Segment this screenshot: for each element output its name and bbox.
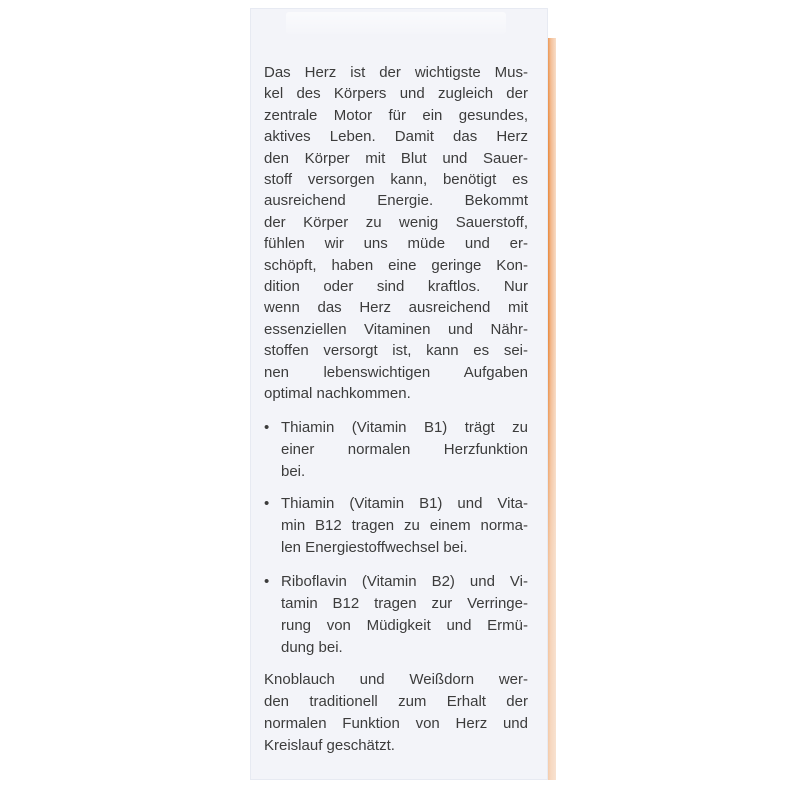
text-line: den Körper mit Blut und Sauer- xyxy=(264,149,528,167)
text-line: nen lebenswichtigen Aufgaben xyxy=(264,363,528,381)
text-line: rung von Müdigkeit und Ermü- xyxy=(281,617,528,634)
text-line: Das Herz ist der wichtigste Mus- xyxy=(264,64,528,81)
text-line: kel des Körpers und zugleich der xyxy=(264,85,528,103)
text-line: stoffen versorgt ist, kann es sei- xyxy=(264,342,528,360)
text-line: Thiamin (Vitamin B1) trägt zu xyxy=(281,419,528,436)
bullet-marker: • xyxy=(264,495,270,512)
text-line: optimal nachkommen. xyxy=(264,385,411,403)
faded-header-graphic xyxy=(286,12,506,34)
text-line: ausreichend Energie. Bekommt xyxy=(264,192,528,210)
text-line: bei. xyxy=(281,463,306,480)
text-line: dung bei. xyxy=(281,639,343,656)
text-line: schöpft, haben eine geringe Kon- xyxy=(264,256,528,274)
text-line: normalen Funktion von Herz und xyxy=(264,715,528,732)
bullet-item xyxy=(264,493,528,559)
bullet-marker: • xyxy=(264,419,270,436)
text-line: der Körper zu wenig Sauerstoff, xyxy=(264,213,528,231)
closing-paragraph xyxy=(264,669,528,757)
text-line: tamin B12 tragen zur Verringe- xyxy=(281,595,528,612)
bullet-marker: • xyxy=(264,573,270,590)
text-line: wenn das Herz ausreichend mit xyxy=(264,299,528,317)
text-line: zentrale Motor für ein gesundes, xyxy=(264,106,528,124)
text-line: len Energiestoffwechsel bei. xyxy=(281,539,468,556)
text-line: den traditionell zum Erhalt der xyxy=(264,693,528,710)
text-line: Thiamin (Vitamin B1) und Vita- xyxy=(281,495,528,512)
text-line: einer normalen Herzfunktion xyxy=(281,441,528,458)
bullet-item xyxy=(264,571,528,659)
text-line: Riboflavin (Vitamin B2) und Vi- xyxy=(281,573,528,590)
text-line: min B12 tragen zu einem norma- xyxy=(281,517,528,534)
package-orange-edge xyxy=(548,38,556,780)
bullet-item xyxy=(264,417,528,483)
text-line: dition oder sind kraftlos. Nur xyxy=(264,278,528,296)
text-line: stoff versorgen kann, benötigt es xyxy=(264,171,528,189)
text-line: essenziellen Vitaminen und Nähr- xyxy=(264,320,528,338)
text-line: Knoblauch und Weißdorn wer- xyxy=(264,671,528,688)
text-line: Kreislauf geschätzt. xyxy=(264,737,395,754)
text-line: fühlen wir uns müde und er- xyxy=(264,235,528,253)
intro-paragraph xyxy=(264,62,528,405)
text-line: aktives Leben. Damit das Herz xyxy=(264,128,528,146)
